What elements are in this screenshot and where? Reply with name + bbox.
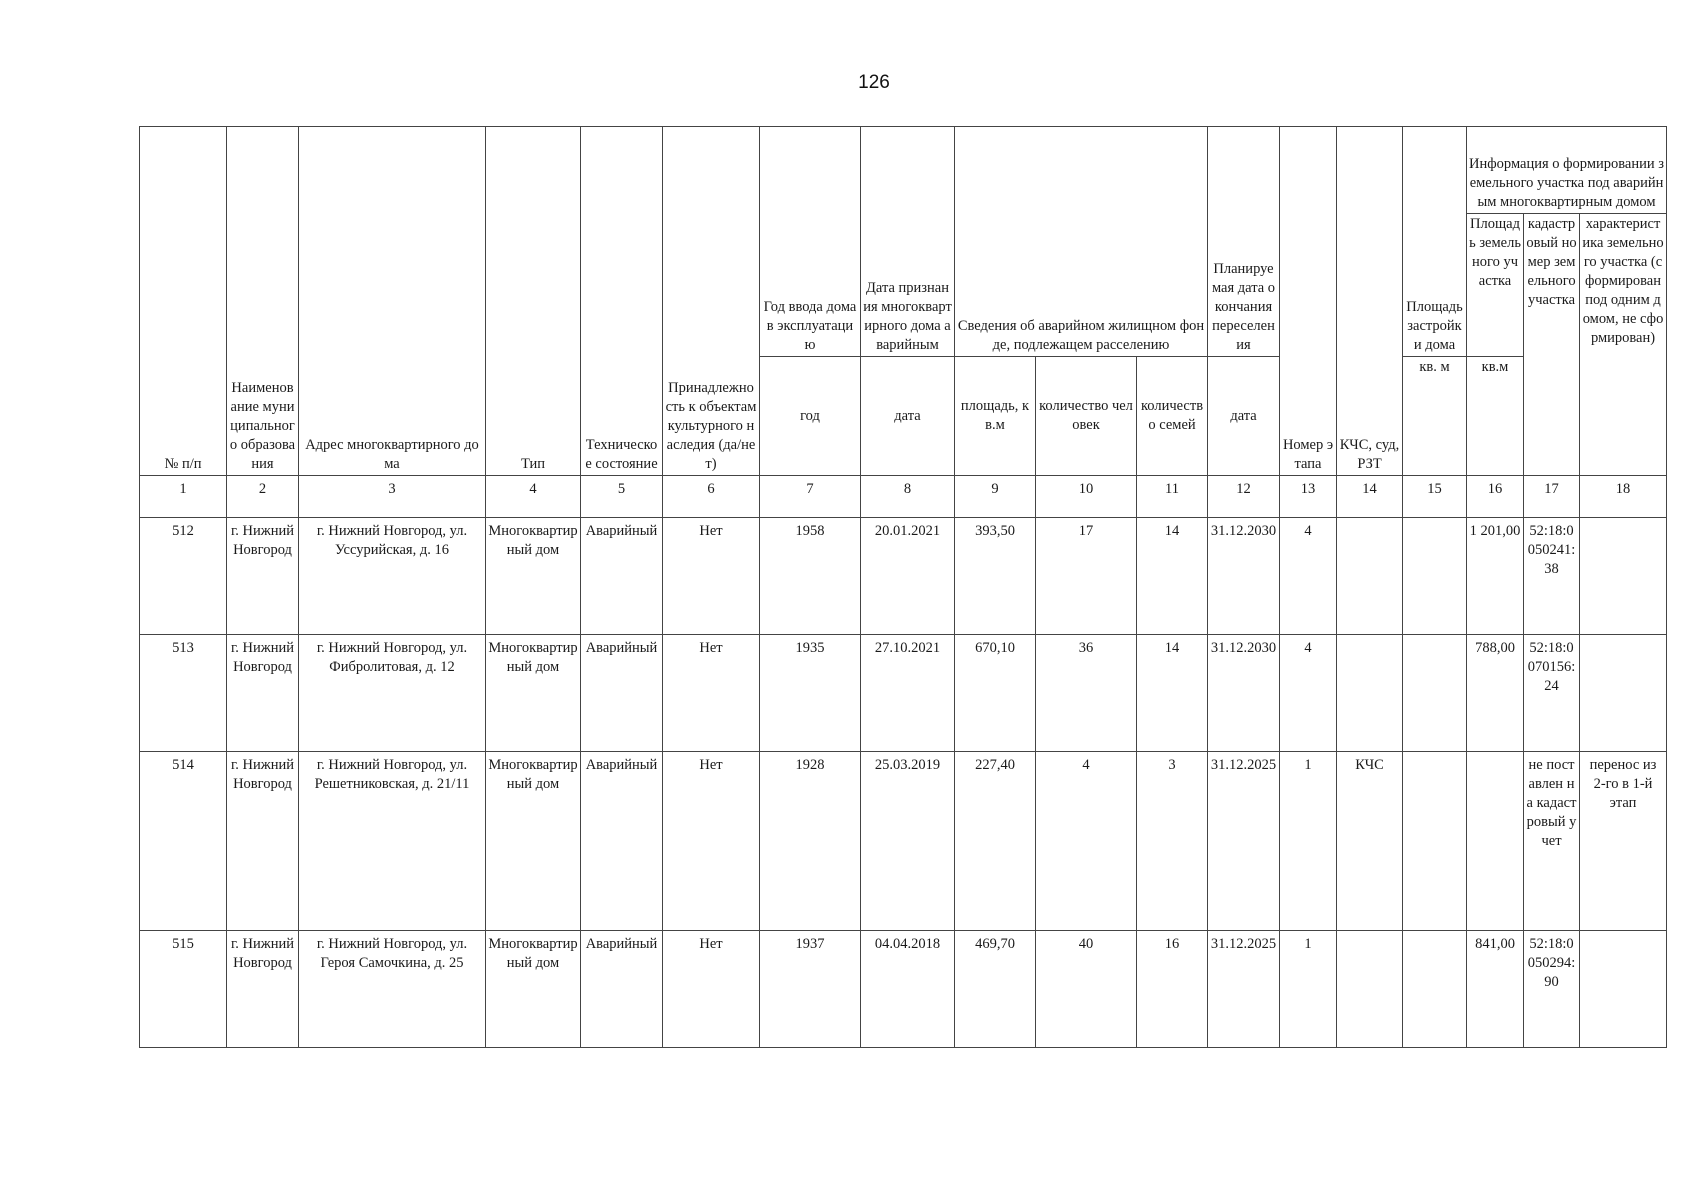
cell-cadastral: 52:18:0070156:24 bbox=[1524, 635, 1580, 752]
column-number: 11 bbox=[1137, 476, 1208, 518]
unit-area: площадь, кв.м bbox=[955, 357, 1036, 476]
header-end-date: Планируемая дата окончания переселения bbox=[1208, 127, 1280, 357]
cell-year: 1935 bbox=[760, 635, 861, 752]
header-land-area: Площадь земельного участка bbox=[1467, 214, 1524, 357]
cell-end-date: 31.12.2030 bbox=[1208, 635, 1280, 752]
header-year: Год ввода дома в эксплуатацию bbox=[760, 127, 861, 357]
column-number: 10 bbox=[1036, 476, 1137, 518]
cell-built-area bbox=[1403, 635, 1467, 752]
cell-cadastral: не поставлен на кадастровый учет bbox=[1524, 752, 1580, 931]
table-row bbox=[140, 931, 1667, 1048]
cell-stage: 1 bbox=[1280, 752, 1337, 931]
cell-people: 17 bbox=[1036, 518, 1137, 635]
cell-cadastral: 52:18:0050294:90 bbox=[1524, 931, 1580, 1048]
cell-families: 3 bbox=[1137, 752, 1208, 931]
column-number: 17 bbox=[1524, 476, 1580, 518]
column-number: 7 bbox=[760, 476, 861, 518]
unit-families: количество семей bbox=[1137, 357, 1208, 476]
cell-heritage: Нет bbox=[663, 931, 760, 1048]
cell-end-date: 31.12.2025 bbox=[1208, 752, 1280, 931]
column-number: 16 bbox=[1467, 476, 1524, 518]
cell-land-area: 841,00 bbox=[1467, 931, 1524, 1048]
cell-num: 514 bbox=[140, 752, 227, 931]
unit-date: дата bbox=[861, 357, 955, 476]
cell-people: 4 bbox=[1036, 752, 1137, 931]
header-heritage: Принадлежность к объектам культурного наследия (да/нет) bbox=[663, 127, 760, 476]
unit-land-area: кв.м bbox=[1467, 357, 1524, 476]
cell-date-recognized: 04.04.2018 bbox=[861, 931, 955, 1048]
column-number: 15 bbox=[1403, 476, 1467, 518]
cell-municipality: г. Нижний Новгород bbox=[227, 518, 299, 635]
cell-land-char: перенос из 2-го в 1-й этап bbox=[1580, 752, 1667, 931]
header-land-char: характеристика земельного участка (сформирован под одним домом, не сформирован) bbox=[1580, 214, 1667, 476]
cell-type: Многоквартирный дом bbox=[486, 931, 581, 1048]
cell-year: 1928 bbox=[760, 752, 861, 931]
cell-stage: 4 bbox=[1280, 635, 1337, 752]
cell-condition: Аварийный bbox=[581, 635, 663, 752]
cell-year: 1937 bbox=[760, 931, 861, 1048]
cell-date-recognized: 27.10.2021 bbox=[861, 635, 955, 752]
cell-end-date: 31.12.2025 bbox=[1208, 931, 1280, 1048]
cell-condition: Аварийный bbox=[581, 752, 663, 931]
cell-year: 1958 bbox=[760, 518, 861, 635]
cell-num: 512 bbox=[140, 518, 227, 635]
cell-cadastral: 52:18:0050241:38 bbox=[1524, 518, 1580, 635]
cell-built-area bbox=[1403, 752, 1467, 931]
cell-families: 14 bbox=[1137, 518, 1208, 635]
column-number: 14 bbox=[1337, 476, 1403, 518]
cell-land-area bbox=[1467, 752, 1524, 931]
table-row bbox=[140, 752, 1667, 931]
header-municipality: Наименование муниципального образования bbox=[227, 127, 299, 476]
cell-heritage: Нет bbox=[663, 518, 760, 635]
cell-built-area bbox=[1403, 931, 1467, 1048]
cell-kchs bbox=[1337, 635, 1403, 752]
header-date-recognized: Дата признания многоквартирного дома аварийным bbox=[861, 127, 955, 357]
cell-end-date: 31.12.2030 bbox=[1208, 518, 1280, 635]
header-built-area: Площадь застройки дома bbox=[1403, 127, 1467, 357]
header-stage: Номер этапа bbox=[1280, 127, 1337, 476]
table-row bbox=[140, 518, 1667, 635]
header-land-info: Информация о формировании земельного участка под аварийным многоквартирным домом bbox=[1467, 127, 1667, 214]
cell-municipality: г. Нижний Новгород bbox=[227, 635, 299, 752]
cell-address: г. Нижний Новгород, ул. Решетниковская, д. 21/11 bbox=[299, 752, 486, 931]
cell-municipality: г. Нижний Новгород bbox=[227, 752, 299, 931]
cell-area: 393,50 bbox=[955, 518, 1036, 635]
cell-land-char bbox=[1580, 518, 1667, 635]
column-number: 8 bbox=[861, 476, 955, 518]
emergency-housing-table bbox=[139, 126, 1667, 1048]
header-condition: Техническое состояние bbox=[581, 127, 663, 476]
cell-num: 515 bbox=[140, 931, 227, 1048]
column-number: 1 bbox=[140, 476, 227, 518]
cell-people: 36 bbox=[1036, 635, 1137, 752]
cell-area: 469,70 bbox=[955, 931, 1036, 1048]
cell-kchs bbox=[1337, 931, 1403, 1048]
cell-type: Многоквартирный дом bbox=[486, 518, 581, 635]
unit-built-area: кв. м bbox=[1403, 357, 1467, 476]
column-number: 3 bbox=[299, 476, 486, 518]
unit-year: год bbox=[760, 357, 861, 476]
table-row bbox=[140, 635, 1667, 752]
cell-condition: Аварийный bbox=[581, 518, 663, 635]
cell-families: 14 bbox=[1137, 635, 1208, 752]
cell-land-char bbox=[1580, 635, 1667, 752]
cell-heritage: Нет bbox=[663, 752, 760, 931]
cell-kchs bbox=[1337, 518, 1403, 635]
column-number: 12 bbox=[1208, 476, 1280, 518]
column-number: 9 bbox=[955, 476, 1036, 518]
cell-land-char bbox=[1580, 931, 1667, 1048]
cell-stage: 4 bbox=[1280, 518, 1337, 635]
column-number: 2 bbox=[227, 476, 299, 518]
cell-date-recognized: 20.01.2021 bbox=[861, 518, 955, 635]
unit-end-date: дата bbox=[1208, 357, 1280, 476]
column-number: 5 bbox=[581, 476, 663, 518]
header-cadastral: кадастровый номер земельного участка bbox=[1524, 214, 1580, 476]
column-number-row bbox=[140, 476, 1667, 518]
column-number: 18 bbox=[1580, 476, 1667, 518]
header-num: № п/п bbox=[140, 127, 227, 476]
cell-condition: Аварийный bbox=[581, 931, 663, 1048]
cell-area: 670,10 bbox=[955, 635, 1036, 752]
unit-people: количество человек bbox=[1036, 357, 1137, 476]
header-housing-fund: Сведения об аварийном жилищном фонде, подлежащем расселению bbox=[955, 127, 1208, 357]
column-number: 13 bbox=[1280, 476, 1337, 518]
cell-date-recognized: 25.03.2019 bbox=[861, 752, 955, 931]
cell-heritage: Нет bbox=[663, 635, 760, 752]
cell-stage: 1 bbox=[1280, 931, 1337, 1048]
cell-type: Многоквартирный дом bbox=[486, 635, 581, 752]
page-number: 126 bbox=[858, 72, 890, 93]
cell-address: г. Нижний Новгород, ул. Фибролитовая, д. 12 bbox=[299, 635, 486, 752]
header-kchs: КЧС, суд, РЗТ bbox=[1337, 127, 1403, 476]
cell-families: 16 bbox=[1137, 931, 1208, 1048]
cell-land-area: 788,00 bbox=[1467, 635, 1524, 752]
header-type: Тип bbox=[486, 127, 581, 476]
cell-area: 227,40 bbox=[955, 752, 1036, 931]
cell-num: 513 bbox=[140, 635, 227, 752]
cell-address: г. Нижний Новгород, ул. Уссурийская, д. 16 bbox=[299, 518, 486, 635]
column-number: 4 bbox=[486, 476, 581, 518]
cell-address: г. Нижний Новгород, ул. Героя Самочкина, д. 25 bbox=[299, 931, 486, 1048]
cell-kchs: КЧС bbox=[1337, 752, 1403, 931]
header-address: Адрес многоквартирного дома bbox=[299, 127, 486, 476]
column-number: 6 bbox=[663, 476, 760, 518]
cell-people: 40 bbox=[1036, 931, 1137, 1048]
cell-type: Многоквартирный дом bbox=[486, 752, 581, 931]
cell-municipality: г. Нижний Новгород bbox=[227, 931, 299, 1048]
cell-land-area: 1 201,00 bbox=[1467, 518, 1524, 635]
cell-built-area bbox=[1403, 518, 1467, 635]
